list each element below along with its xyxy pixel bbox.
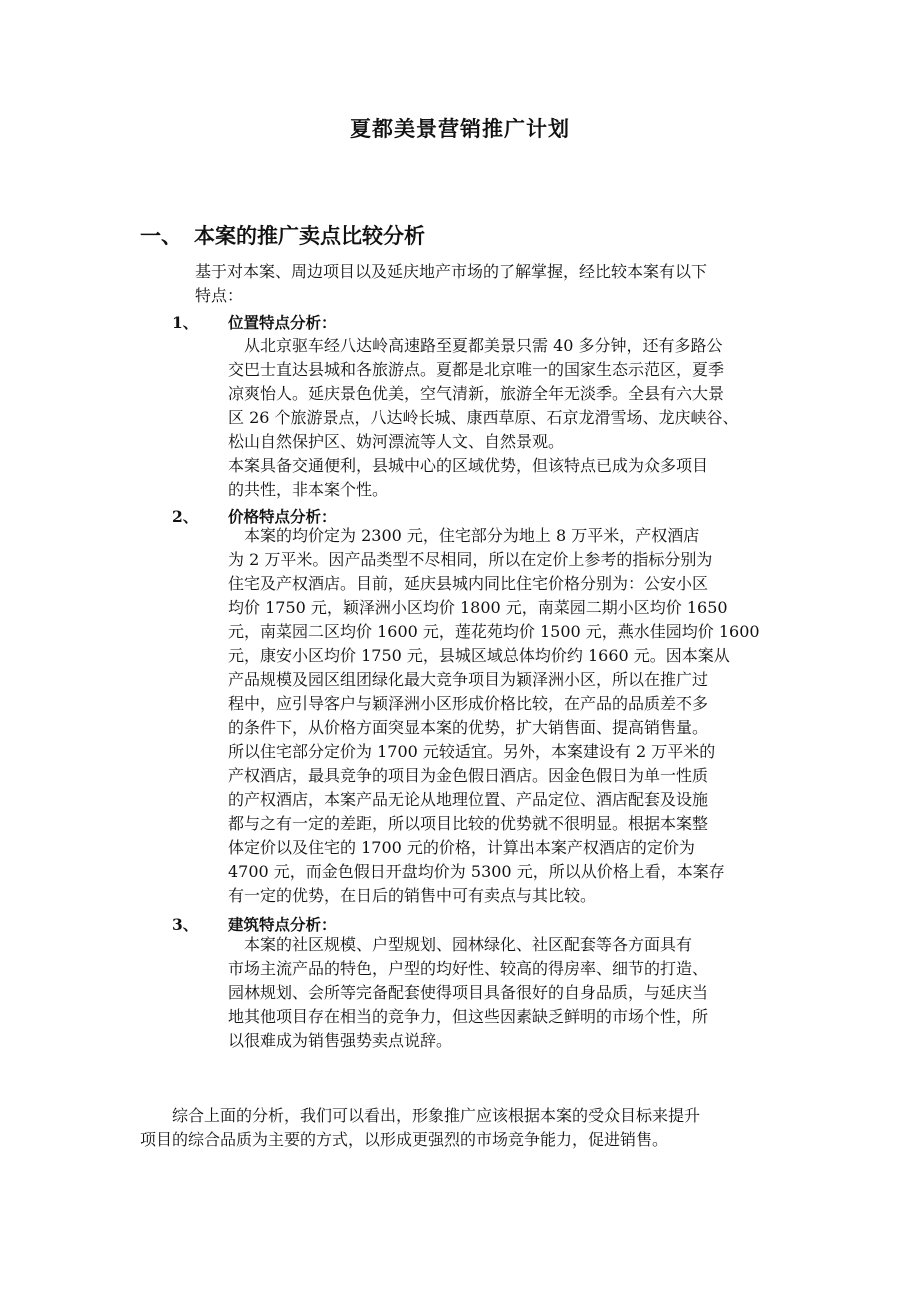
paragraph-line: 从北京驱车经八达岭高速路至夏都美景只需 40 多分钟，还有多路公	[228, 336, 723, 355]
paragraph-line: 凉爽怡人。延庆景色优美，空气清新，旅游全年无淡季。全县有六大景	[228, 384, 725, 403]
summary-paragraph	[140, 1104, 800, 1152]
intro-paragraph	[195, 260, 795, 308]
paragraph-line: 住宅及产权酒店。目前，延庆县城内同比住宅价格分别为：公安小区	[228, 574, 709, 593]
paragraph-line: 本案具备交通便利，县城中心的区域优势，但该特点已成为众多项目	[228, 456, 709, 475]
paragraph-line: 市场主流产品的特色，户型的均好性、较高的得房率、细节的打造、	[228, 959, 709, 978]
paragraph-line: 松山自然保护区、妫河漂流等人文、自然景观。	[228, 432, 565, 451]
summary-line: 项目的综合品质为主要的方式，以形成更强烈的市场竞争能力，促进销售。	[140, 1130, 669, 1149]
subsection-number: 2、	[172, 507, 199, 526]
paragraph-line: 为 2 万平米。因产品类型不尽相同，所以在定价上参考的指标分别为	[228, 550, 713, 569]
paragraph-line: 本案的社区规模、户型规划、园林绿化、社区配套等各方面具有	[228, 935, 693, 954]
paragraph-line: 交巴士直达县城和各旅游点。夏都是北京唯一的国家生态示范区，夏季	[228, 360, 725, 379]
document-title: 夏都美景营销推广计划	[350, 116, 570, 141]
intro-line: 基于对本案、周边项目以及延庆地产市场的了解掌握，经比较本案有以下	[195, 262, 708, 281]
section-heading	[140, 220, 425, 250]
paragraph-line: 地其他项目存在相当的竞争力，但这些因素缺乏鲜明的市场个性，所	[228, 1007, 709, 1026]
subsection-number: 1、	[172, 313, 199, 332]
subsection-title: 建筑特点分析：	[228, 915, 337, 934]
paragraph-line: 均价 1750 元，颖泽洲小区均价 1800 元，南菜园二期小区均价 1650	[228, 598, 728, 617]
section-title: 本案的推广卖点比较分析	[194, 223, 425, 248]
paragraph-line: 元，康安小区均价 1750 元，县城区域总体均价约 1660 元。因本案从	[228, 646, 730, 665]
architecture-paragraph	[228, 933, 788, 1053]
paragraph-line: 所以住宅部分定价为 1700 元较适宜。另外，本案建设有 2 万平米的	[228, 742, 716, 761]
paragraph-line: 的条件下，从价格方面突显本案的优势，扩大销售面、提高销售量。	[228, 718, 709, 737]
paragraph-line: 都与之有一定的差距，所以项目比较的优势就不很明显。根据本案整	[228, 814, 709, 833]
paragraph-line: 4700 元，而金色假日开盘均价为 5300 元，所以从价格上看，本案存	[228, 862, 725, 881]
paragraph-line: 的共性，非本案个性。	[228, 480, 389, 499]
section-number: 一、	[140, 223, 182, 248]
paragraph-line: 本案的均价定为 2300 元，住宅部分为地上 8 万平米，产权酒店	[228, 526, 700, 545]
paragraph-line: 产权酒店，最具竞争的项目为金色假日酒店。因金色假日为单一性质	[228, 766, 709, 785]
paragraph-line: 以很难成为销售强势卖点说辞。	[228, 1031, 453, 1050]
subsection-number: 3、	[172, 915, 199, 934]
paragraph-line: 体定价以及住宅的 1700 元的价格，计算出本案产权酒店的定价为	[228, 838, 695, 857]
paragraph-line: 有一定的优势，在日后的销售中可有卖点与其比较。	[228, 886, 597, 905]
paragraph-line: 区 26 个旅游景点，八达岭长城、康西草原、石京龙滑雪场、龙庆峡谷、	[228, 408, 739, 427]
paragraph-line: 程中，应引导客户与颖泽洲小区形成价格比较，在产品的品质差不多	[228, 694, 709, 713]
location-paragraph	[228, 334, 788, 502]
subsection-title: 价格特点分析：	[228, 507, 337, 526]
summary-line: 综合上面的分析，我们可以看出，形象推广应该根据本案的受众目标来提升	[140, 1106, 701, 1125]
intro-line: 特点：	[195, 286, 244, 305]
paragraph-line: 的产权酒店，本案产品无论从地理位置、产品定位、酒店配套及设施	[228, 790, 709, 809]
paragraph-line: 产品规模及园区组团绿化最大竞争项目为颖泽洲小区，所以在推广过	[228, 670, 709, 689]
paragraph-line: 元，南菜园二区均价 1600 元，莲花苑均价 1500 元，燕水佳园均价 1600	[228, 622, 760, 641]
price-paragraph	[228, 524, 788, 908]
paragraph-line: 园林规划、会所等完备配套使得项目具备很好的自身品质，与延庆当	[228, 983, 709, 1002]
subsection-title: 位置特点分析：	[228, 313, 337, 332]
